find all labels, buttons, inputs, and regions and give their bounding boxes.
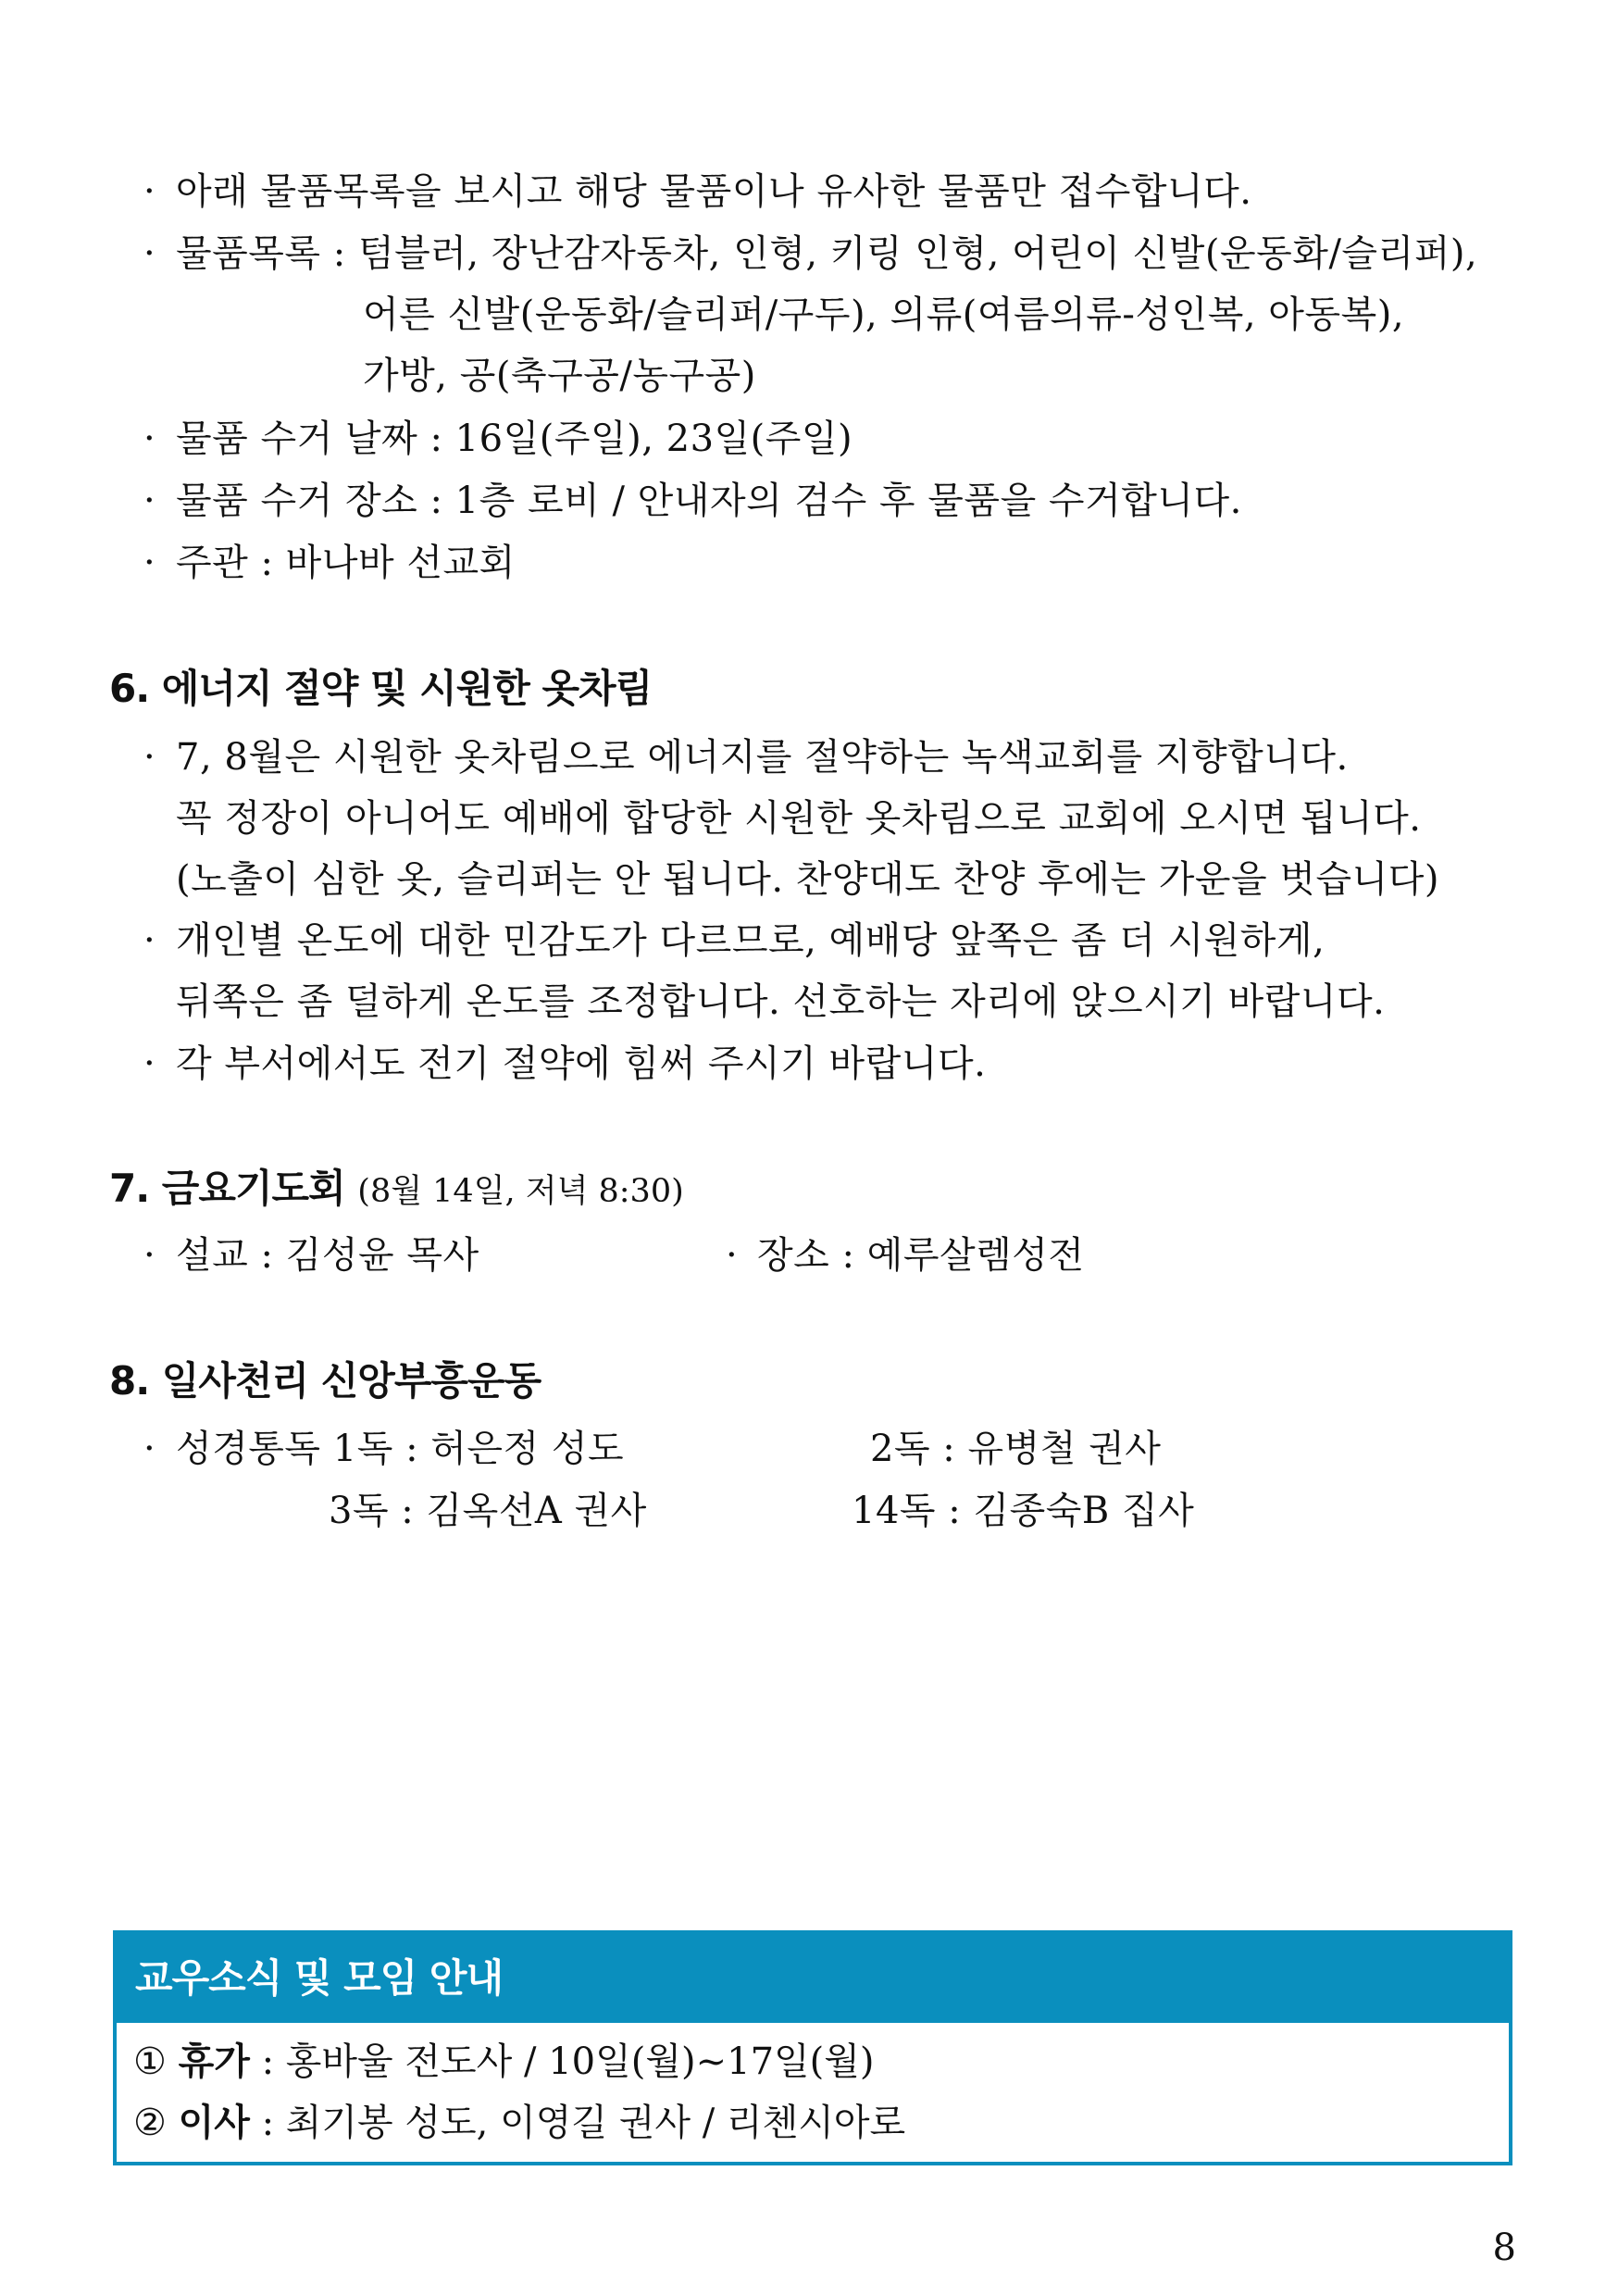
news-item-number: ① bbox=[133, 2040, 167, 2083]
intro-line-6: 물품 수거 장소 : 1층 로비 / 안내자의 검수 후 물품을 수거합니다. bbox=[176, 480, 1242, 522]
bullet-dot: · bbox=[143, 736, 156, 779]
reading-2: 2독 : 유병철 권사 bbox=[870, 1428, 1162, 1470]
intro-line-1: 아래 물품목록을 보시고 해당 물품이나 유사한 물품만 접수합니다. bbox=[176, 170, 1252, 213]
bullet-dot: · bbox=[143, 1042, 156, 1085]
bullet-dot: · bbox=[143, 1428, 156, 1470]
place-line: 장소 : 예루살렘성전 bbox=[757, 1234, 1085, 1277]
intro-line-3: 어른 신발(운동화/슬리퍼/구두), 의류(여름의류-성인복, 아동복), bbox=[363, 293, 1405, 336]
reading-3: 3독 : 김옥선A 권사 bbox=[329, 1490, 647, 1532]
bullet-dot: · bbox=[726, 1234, 738, 1277]
bullet-dot: · bbox=[143, 418, 156, 460]
reading-14: 14독 : 김종숙B 집사 bbox=[852, 1490, 1195, 1532]
bullet-dot: · bbox=[143, 542, 156, 584]
section-6-line-4: 개인별 온도에 대한 민감도가 다르므로, 예배당 앞쪽은 좀 더 시원하게, bbox=[176, 919, 1326, 962]
news-item-label: 이사 bbox=[178, 2102, 250, 2144]
section-6-line-5: 뒤쪽은 좀 덜하게 온도를 조정합니다. 선호하는 자리에 앉으시기 바랍니다. bbox=[176, 980, 1386, 1023]
news-item-text: : 최기봉 성도, 이영길 권사 / 리첸시아로 bbox=[249, 2102, 906, 2144]
news-item-text: : 홍바울 전도사 / 10일(월)~17일(월) bbox=[249, 2040, 875, 2083]
news-item-2 bbox=[133, 2097, 905, 2149]
news-item-1 bbox=[133, 2036, 875, 2088]
bullet-dot: · bbox=[143, 919, 156, 962]
news-box bbox=[113, 1930, 1512, 2165]
reading-1: 성경통독 1독 : 허은정 성도 bbox=[176, 1428, 625, 1470]
section-7-title-text: 7. 금요기도회 bbox=[109, 1166, 345, 1211]
news-box-title: 교우소식 및 모임 안내 bbox=[135, 1955, 504, 2001]
section-6-line-6: 각 부서에서도 전기 절약에 힘써 주시기 바랍니다. bbox=[176, 1042, 987, 1085]
intro-line-5: 물품 수거 날짜 : 16일(주일), 23일(주일) bbox=[176, 418, 853, 460]
section-7-title bbox=[109, 1161, 684, 1219]
bullet-dot: · bbox=[143, 1234, 156, 1277]
intro-line-2: 물품목록 : 텀블러, 장난감자동차, 인형, 키링 인형, 어린이 신발(운동화/슬리퍼), bbox=[176, 232, 1478, 275]
section-6-title: 6. 에너지 절약 및 시원한 옷차림 bbox=[109, 666, 653, 711]
section-8-title: 8. 일사천리 신앙부흥운동 bbox=[109, 1358, 541, 1404]
news-item-number: ② bbox=[133, 2102, 167, 2144]
section-6-line-2: 꼭 정장이 아니어도 예배에 합당한 시원한 옷차림으로 교회에 오시면 됩니다. bbox=[176, 797, 1422, 840]
section-6-line-3: (노출이 심한 옷, 슬리퍼는 안 됩니다. 찬양대도 찬양 후에는 가운을 벗습니다) bbox=[176, 858, 1439, 901]
preacher-line: 설교 : 김성윤 목사 bbox=[176, 1234, 479, 1277]
bullet-dot: · bbox=[143, 480, 156, 522]
bullet-dot: · bbox=[143, 232, 156, 275]
intro-line-7: 주관 : 바나바 선교회 bbox=[176, 542, 516, 584]
bullet-dot: · bbox=[143, 170, 156, 213]
section-6-line-1: 7, 8월은 시원한 옷차림으로 에너지를 절약하는 녹색교회를 지향합니다. bbox=[176, 736, 1349, 779]
intro-line-4: 가방, 공(축구공/농구공) bbox=[363, 355, 756, 397]
section-7-subtitle: (8월 14일, 저녁 8:30) bbox=[357, 1173, 684, 1210]
news-box-header bbox=[117, 1934, 1509, 2023]
page-number: 8 bbox=[1492, 2227, 1516, 2269]
news-item-label: 휴가 bbox=[178, 2040, 250, 2083]
